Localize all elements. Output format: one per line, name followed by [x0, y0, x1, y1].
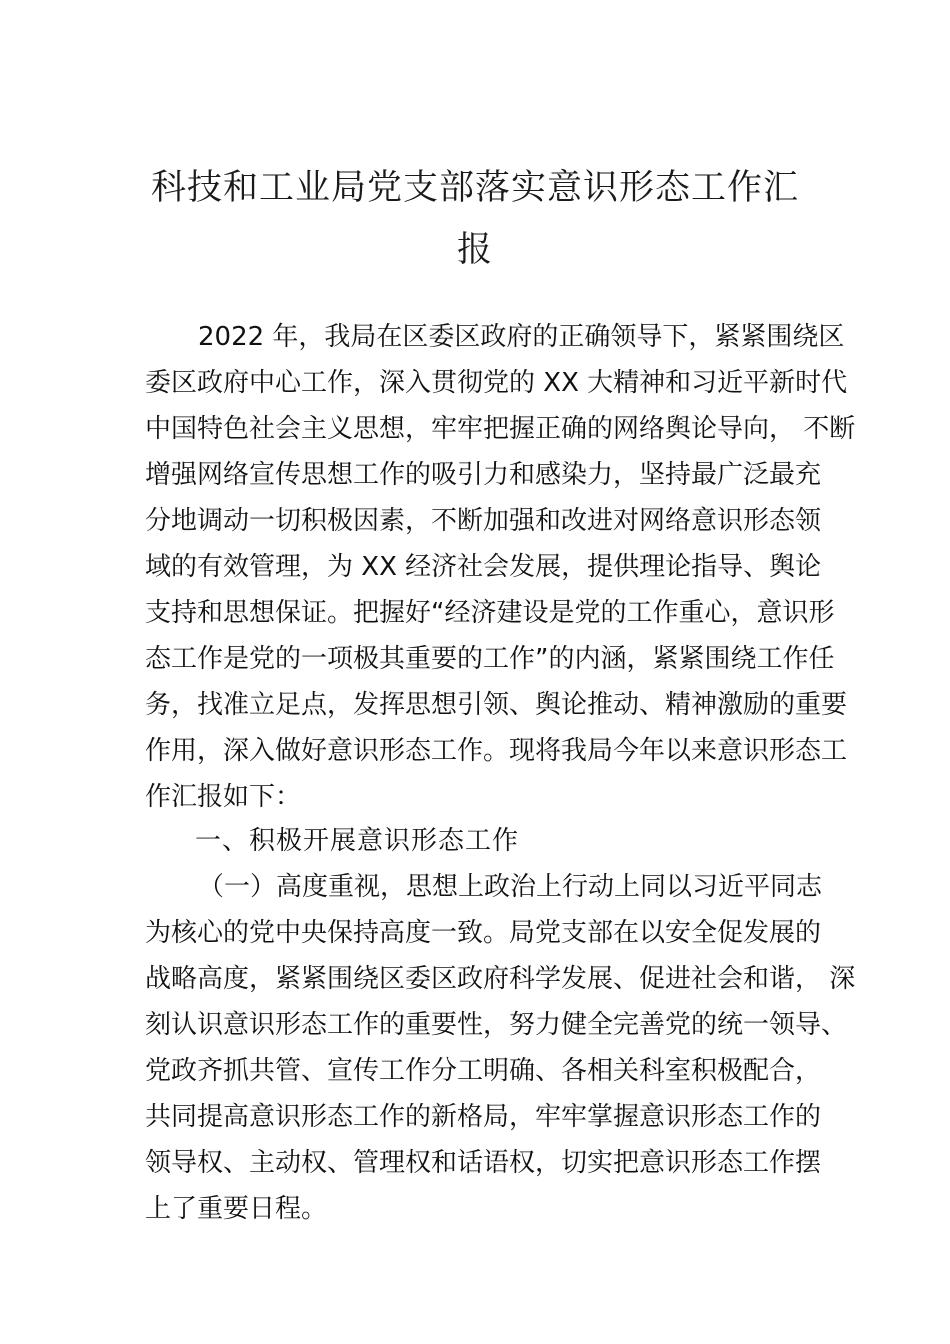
section-heading: 一、积极开展意识形态工作: [195, 826, 520, 856]
document-title-line-2: 报: [456, 230, 493, 270]
document-title-line-1: 科技和工业局党支部落实意识形态工作汇: [150, 168, 799, 208]
body-line: 中国特色社会主义思想，牢牢把握正确的网络舆论导向， 不断: [145, 414, 856, 444]
body-line: 上了重要日程。: [145, 1194, 328, 1224]
body-line: 委区政府中心工作，深入贯彻党的 XX 大精神和习近平新时代: [145, 368, 848, 398]
body-line: 支持和思想保证。把握好“经济建设是党的工作重心，意识形: [145, 598, 835, 628]
body-line: 为核心的党中央保持高度一致。局党支部在以安全促发展的: [145, 918, 822, 948]
body-line: 作用，深入做好意识形态工作。现将我局今年以来意识形态工: [145, 736, 848, 766]
body-line: 战略高度，紧紧围绕区委区政府科学发展、促进社会和谐， 深: [145, 964, 856, 994]
body-line: 增强网络宣传思想工作的吸引力和感染力，坚持最广泛最充: [145, 460, 822, 490]
body-line: （一）高度重视，思想上政治上行动上同以习近平同志: [198, 872, 823, 902]
body-line: 领导权、主动权、管理权和话语权，切实把意识形态工作摆: [145, 1148, 822, 1178]
body-line: 务，找准立足点，发挥思想引领、舆论推动、精神激励的重要: [145, 690, 848, 720]
body-line: 刻认识意识形态工作的重要性，努力健全完善党的统一领导、: [145, 1010, 848, 1040]
body-line: 党政齐抓共管、宣传工作分工明确、各相关科室积极配合，: [145, 1056, 822, 1086]
body-line: 分地调动一切积极因素，不断加强和改进对网络意识形态领: [145, 506, 822, 536]
body-line: 作汇报如下：: [145, 782, 302, 812]
body-line: 2022 年，我局在区委区政府的正确领导下，紧紧围绕区: [198, 322, 845, 352]
body-line: 域的有效管理，为 XX 经济社会发展，提供理论指导、舆论: [145, 552, 822, 582]
body-line: 态工作是党的一项极其重要的工作”的内涵，紧紧围绕工作任: [145, 644, 835, 674]
body-line: 共同提高意识形态工作的新格局，牢牢掌握意识形态工作的: [145, 1102, 822, 1132]
